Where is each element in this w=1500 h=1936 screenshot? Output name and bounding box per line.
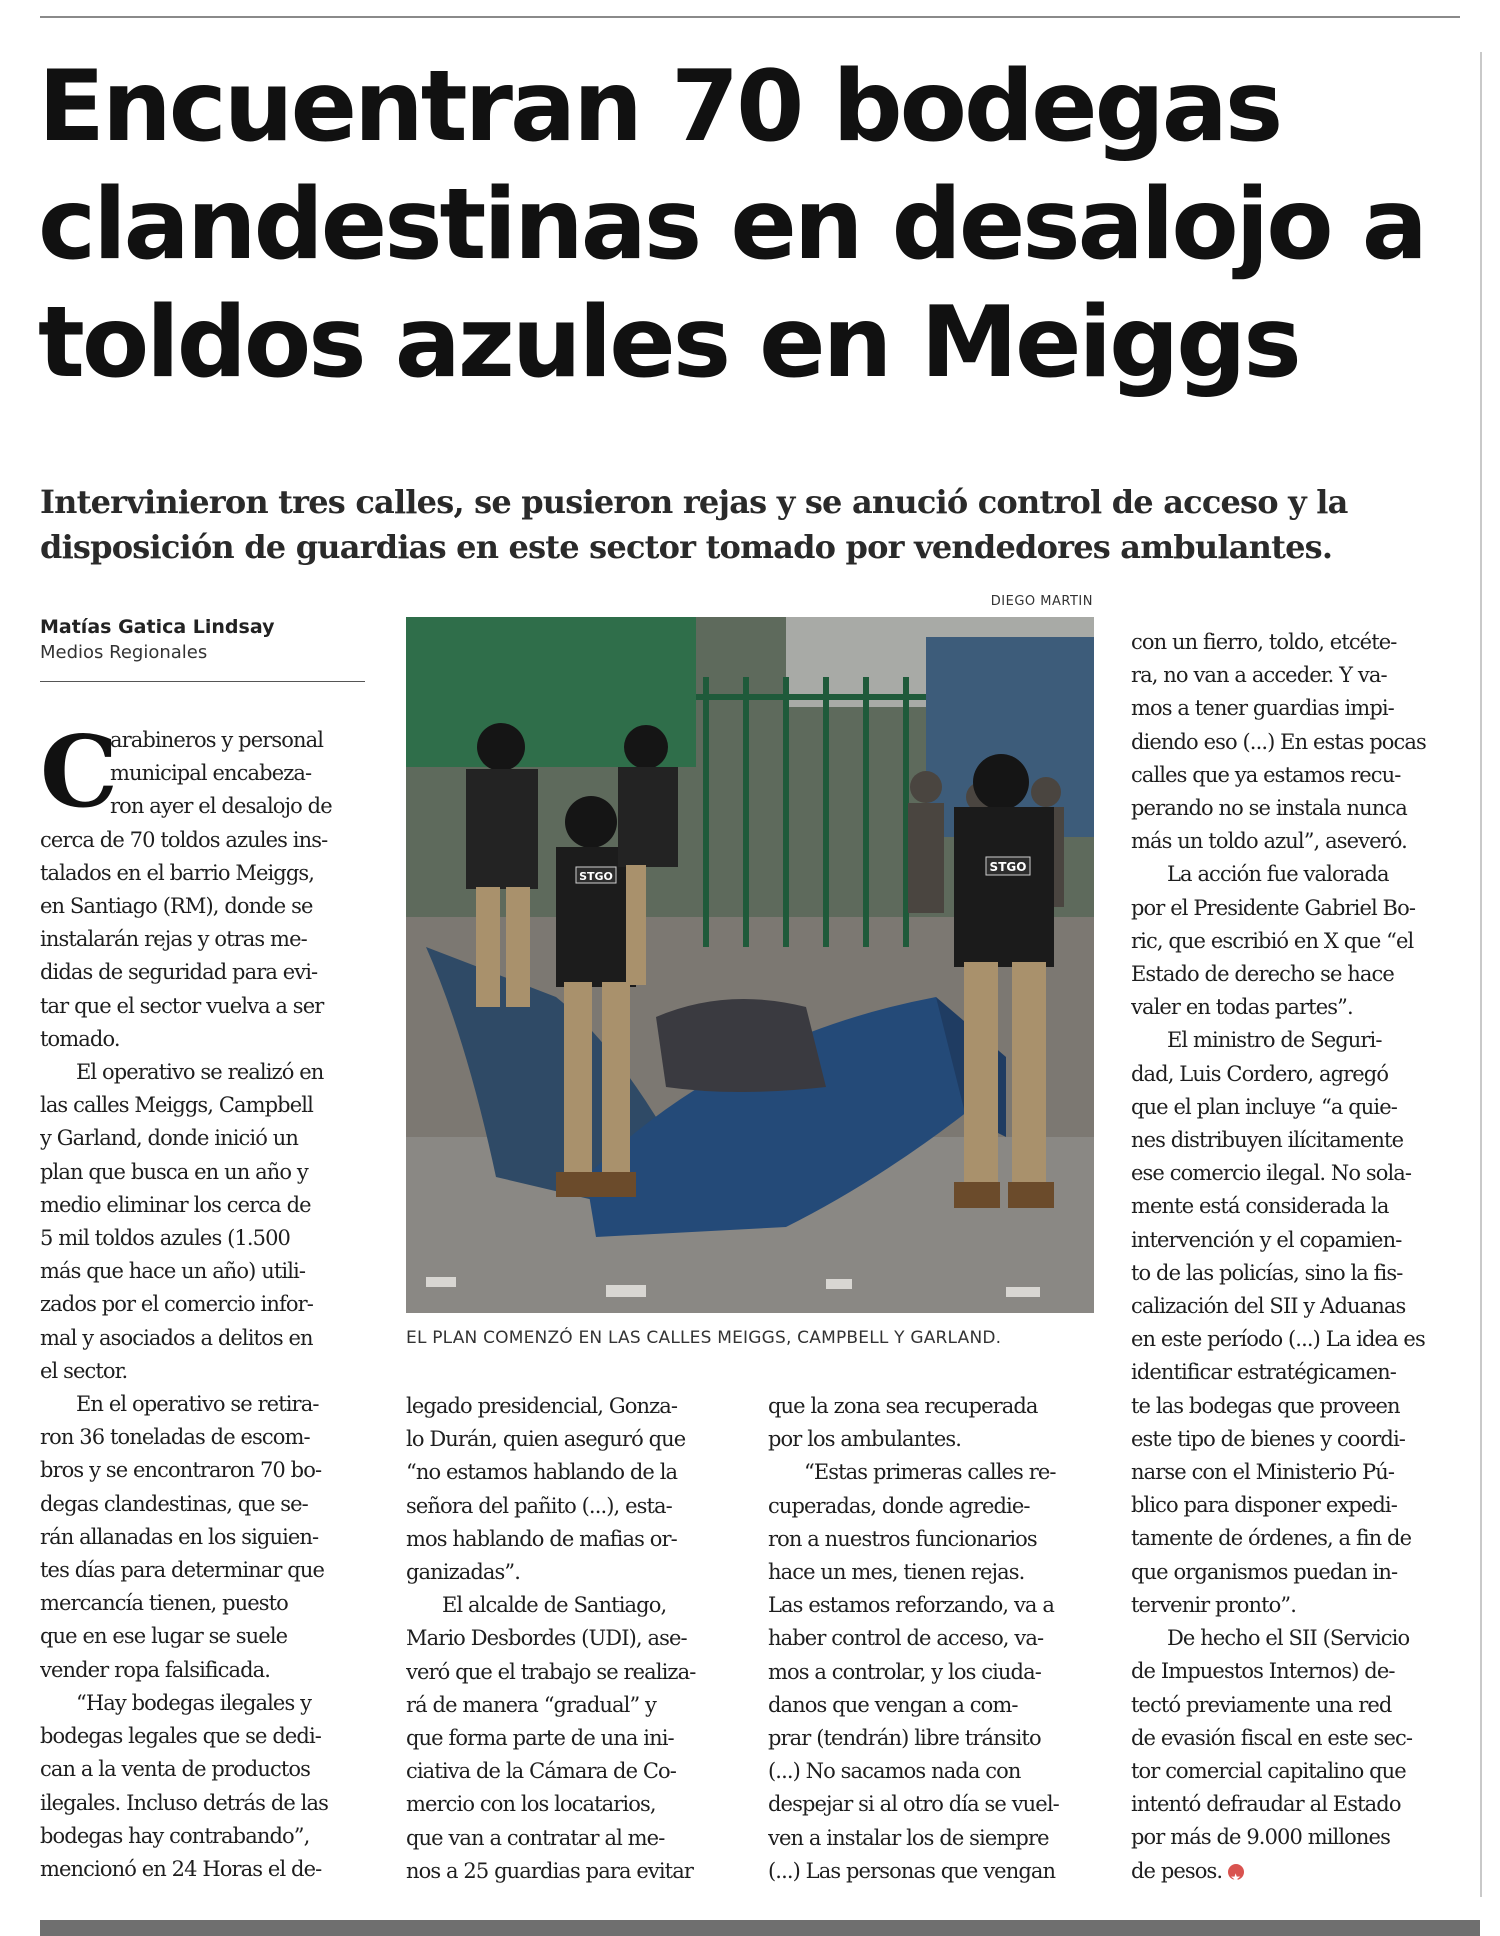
text-line: que la zona sea recuperada (768, 1394, 1038, 1418)
text-line: calización del SII y Aduanas (1131, 1294, 1406, 1319)
subheadline-line: disposición de guardias en este sector tomado por vendedores ambulantes. (40, 528, 1333, 566)
text-line: 5 mil toldos azules (1.500 (40, 1226, 291, 1251)
text-line: instalarán rejas y otras me- (40, 927, 307, 952)
text-line: can a la venta de productos (40, 1757, 310, 1782)
text-line (1131, 1855, 1456, 1888)
text-line: tomado. (40, 1026, 120, 1051)
text-line: en este período (...) La idea es (1131, 1327, 1425, 1352)
text-line: ilegales. Incluso detrás de las (40, 1790, 328, 1815)
text-line: señora del pañito (...), esta- (406, 1493, 672, 1518)
text-line: to de las policías, sino la fis- (1131, 1260, 1403, 1285)
text-line: en Santiago (RM), donde se (40, 894, 313, 919)
text-line: tor comercial capitalino que (1131, 1758, 1406, 1783)
text-line: tervenir pronto”. (1131, 1592, 1296, 1617)
top-rule (40, 16, 1460, 18)
text-line: ven a instalar los de siempre (768, 1825, 1049, 1850)
text-line: mos a tener guardias impi- (1131, 696, 1394, 721)
text-line: narse con el Ministerio Pú- (1131, 1460, 1395, 1485)
text-line: despejar si al otro día se vuel- (768, 1792, 1059, 1817)
text-line: ric, que escribió en X que “el (1131, 928, 1414, 953)
text-line: nos a 25 guardias para evitar (406, 1858, 693, 1883)
paragraph (768, 1456, 1093, 1888)
text-line: diendo eso (...) En estas pocas (1131, 729, 1426, 754)
text-line: bros y se encontraron 70 bo- (40, 1458, 322, 1483)
paragraph (406, 1589, 731, 1888)
byline-divider (40, 681, 365, 682)
article-column-4 (1131, 626, 1456, 1888)
text-line: de Impuestos Internos) de- (1131, 1659, 1395, 1684)
text-line: rá de manera “gradual” y (406, 1692, 657, 1717)
headline-line: clandestinas en desalojo a (38, 168, 1425, 282)
text-line: (...) Las personas que vengan (768, 1858, 1056, 1883)
text-line: municipal encabeza- (110, 761, 312, 786)
article-column-1 (40, 715, 365, 1886)
text-line: La acción fue valorada (1167, 862, 1389, 887)
text-line: El operativo se realizó en (76, 1060, 324, 1085)
text-line: que organismos puedan in- (1131, 1559, 1398, 1584)
text-line: mal y asociados a delitos en (40, 1325, 313, 1350)
news-photo (406, 617, 1094, 1313)
headline-line: toldos azules en Meiggs (38, 286, 1299, 400)
author-name: Matías Gatica Lindsay (40, 616, 275, 638)
text-line: nes distribuyen ilícitamente (1131, 1128, 1404, 1153)
text-line: Estado de derecho se hace (1131, 962, 1394, 987)
text-line: talados en el barrio Meiggs, (40, 860, 315, 885)
text-line: intervención y el copamien- (1131, 1227, 1402, 1252)
subheadline-line: Intervinieron tres calles, se pusieron rejas y se anució control de acceso y la (40, 483, 1348, 521)
text-line: ron 36 toneladas de escom- (40, 1425, 310, 1450)
text-line: veró que el trabajo se realiza- (406, 1659, 696, 1684)
text-line: valer en todas partes”. (1131, 995, 1353, 1020)
text-line: intentó defraudar al Estado (1131, 1792, 1401, 1817)
text-line: Mario Desbordes (UDI), ase- (406, 1626, 687, 1651)
text-line: por más de 9.000 millones (1131, 1825, 1390, 1850)
text-line: didas de seguridad para evi- (40, 960, 318, 985)
paragraph (40, 1056, 365, 1388)
text-line: que en ese lugar se suele (40, 1624, 288, 1649)
text-line: tamente de órdenes, a fin de (1131, 1526, 1412, 1551)
headline-line: Encuentran 70 bodegas (38, 50, 1281, 164)
subheadline (40, 480, 1460, 570)
paragraph (1131, 1622, 1456, 1888)
text-line: zados por el comercio infor- (40, 1292, 313, 1317)
text-line: prar (tendrán) libre tránsito (768, 1726, 1041, 1751)
text-line: cerca de 70 toldos azules ins- (40, 827, 328, 852)
text-line: que el plan incluye “a quie- (1131, 1094, 1397, 1119)
article-column-2 (406, 1390, 731, 1888)
headline (38, 48, 1468, 402)
text-line: ra, no van a acceder. Y va- (1131, 663, 1387, 688)
end-of-article-icon (1228, 1864, 1244, 1880)
text-line: haber control de acceso, va- (768, 1626, 1044, 1651)
vest-label: STGO (989, 860, 1027, 874)
photo-caption: EL PLAN COMENZÓ EN LAS CALLES MEIGGS, CAMPBELL Y GARLAND. (406, 1328, 1002, 1348)
paragraph (40, 1388, 365, 1687)
text-line: tes días para determinar que (40, 1558, 325, 1583)
text-line: identificar estratégicamen- (1131, 1360, 1396, 1385)
text-line: (...) No sacamos nada con (768, 1759, 1021, 1784)
text-line: plan que busca en un año y (40, 1159, 308, 1184)
text-line: por el Presidente Gabriel Bo- (1131, 895, 1416, 920)
text-line: ese comercio ilegal. No sola- (1131, 1161, 1412, 1186)
text-line: calles que ya estamos recu- (1131, 762, 1401, 787)
text-line: más un toldo azul”, aseveró. (1131, 829, 1407, 854)
text-line: mente está considerada la (1131, 1194, 1389, 1219)
text-line: mos hablando de mafias or- (406, 1526, 677, 1551)
text-line: lo Durán, quien aseguró que (406, 1427, 686, 1452)
text-line: te las bodegas que proveen (1131, 1393, 1400, 1418)
byline (40, 614, 365, 666)
text-line: legado presidencial, Gonza- (406, 1394, 678, 1418)
text-line: “Hay bodegas ilegales y (76, 1690, 312, 1715)
text-line: por los ambulantes. (768, 1427, 961, 1452)
text-line: El ministro de Seguri- (1167, 1028, 1382, 1053)
article-column-3 (768, 1390, 1093, 1888)
text-line: “no estamos hablando de la (406, 1460, 678, 1485)
text-line: rán allanadas en los siguien- (40, 1524, 319, 1549)
paragraph (40, 1687, 365, 1886)
text-line: mercio con los locatarios, (406, 1792, 656, 1817)
text-line: con un fierro, toldo, etcéte- (1131, 630, 1397, 654)
text-line: mencionó en 24 Horas el de- (40, 1856, 322, 1881)
text-line: El alcalde de Santiago, (442, 1593, 667, 1618)
text-line: bodegas hay contrabando”, (40, 1823, 310, 1848)
text-line: ciativa de la Cámara de Co- (406, 1759, 676, 1784)
text-line: y Garland, donde inició un (40, 1126, 298, 1151)
vest-label: STGO (579, 870, 613, 883)
text-line: ron ayer el desalojo de (110, 794, 332, 819)
text-line: tectó previamente una red (1131, 1692, 1392, 1717)
paragraph (1131, 1024, 1456, 1622)
paragraph (768, 1390, 1093, 1456)
text-line: vender ropa falsificada. (40, 1657, 271, 1682)
paragraph (1131, 626, 1456, 858)
drop-cap: C (40, 715, 118, 830)
paragraph (406, 1390, 731, 1589)
text-line: las calles Meiggs, Campbell (40, 1093, 313, 1118)
paragraph (40, 715, 365, 1056)
text-line: de evasión fiscal en este sec- (1131, 1725, 1413, 1750)
photo-credit: DIEGO MARTIN (990, 594, 1093, 609)
text-line: tar que el sector vuelva a ser (40, 993, 324, 1018)
text-line: degas clandestinas, que se- (40, 1491, 308, 1516)
author-organization: Medios Regionales (40, 642, 208, 663)
text-line: bodegas legales que se dedi- (40, 1724, 321, 1749)
column-divider (1480, 52, 1482, 1897)
text-line: mercancía tienen, puesto (40, 1591, 288, 1616)
paragraph (1131, 858, 1456, 1024)
text-line: este tipo de bienes y coordi- (1131, 1426, 1405, 1451)
text-line: mos a controlar, y los ciuda- (768, 1659, 1041, 1684)
text-line: que van a contratar al me- (406, 1825, 665, 1850)
photo-illustration (406, 617, 1094, 1313)
bottom-rule (40, 1920, 1480, 1936)
text-line-end: de pesos. (1131, 1858, 1223, 1883)
text-line: el sector. (40, 1358, 128, 1383)
text-line: De hecho el SII (Servicio (1167, 1626, 1410, 1651)
text-line: perando no se instala nunca (1131, 796, 1407, 821)
text-line: ron a nuestros funcionarios (768, 1526, 1037, 1551)
text-line: arabineros y personal (110, 728, 324, 752)
text-line: En el operativo se retira- (76, 1392, 319, 1417)
text-line: danos que vengan a com- (768, 1692, 1018, 1717)
text-line: “Estas primeras calles re- (804, 1460, 1056, 1485)
text-line: medio eliminar los cerca de (40, 1192, 311, 1217)
text-line: Las estamos reforzando, va a (768, 1593, 1054, 1618)
text-line: ganizadas”. (406, 1560, 521, 1585)
text-line: blico para disponer expedi- (1131, 1493, 1397, 1518)
text-line: dad, Luis Cordero, agregó (1131, 1061, 1389, 1086)
text-line: más que hace un año) utili- (40, 1259, 306, 1284)
text-line: cuperadas, donde agredie- (768, 1493, 1030, 1518)
text-line: hace un mes, tienen rejas. (768, 1560, 1025, 1585)
text-line: que forma parte de una ini- (406, 1726, 674, 1751)
